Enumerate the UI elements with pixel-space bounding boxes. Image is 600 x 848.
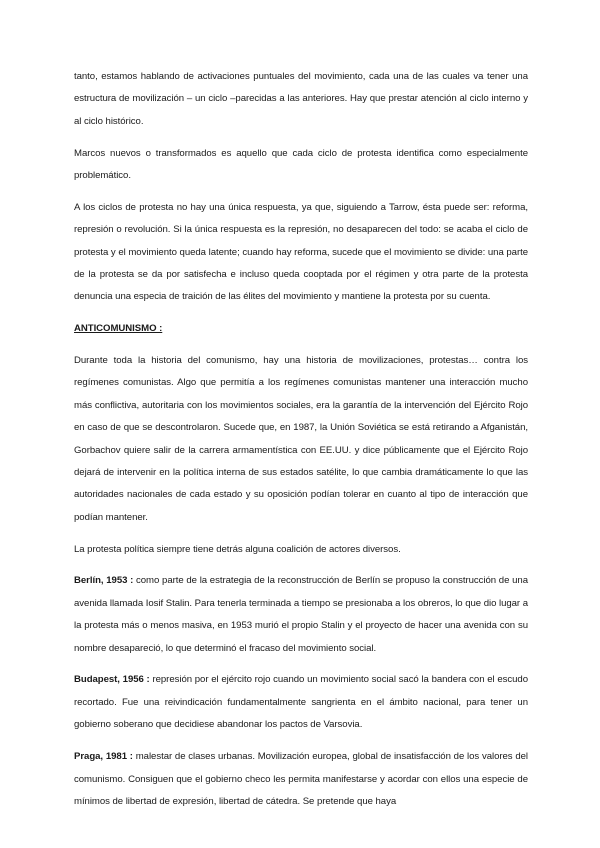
case-paragraph-berlin: [74, 570, 528, 660]
paragraph: tanto, estamos hablando de activaciones puntuales del movimiento, cada una de las cuales va tener una estructura de movilización – un ciclo –parecidas a las anteriores. Hay que prestar atención al ciclo interno y al ciclo histórico.: [74, 71, 528, 127]
case-text: represión por el ejército rojo cuando un movimiento social sacó la bandera con el escudo recortado. Fue una reivindicación fundamentalmente sangrienta en el ámbito nacional, para tener un gobierno soberano que decidiese abandonar los pactos de Varsovia.: [74, 674, 528, 731]
case-paragraph-budapest: [74, 669, 528, 736]
paragraph: La protesta política siempre tiene detrás alguna coalición de actores diversos.: [74, 543, 401, 555]
case-city: Praga, 1981 :: [74, 751, 133, 763]
paragraph: A los ciclos de protesta no hay una única respuesta, ya que, siguiendo a Tarrow, ésta puede ser: reforma, represión o revolución. Si la única respuesta es la represión, no desaparecen del todo: se acaba el ciclo de protesta y el movimiento queda latente; cuando hay reforma, sucede que el movimiento se divide: una parte de la protesta se da por satisfecha e incluso queda cooptada por el régimen y otra parte de la protesta denuncia una especia de traición de las élites del movimiento y mantiene la protesta por su cuenta.: [74, 201, 528, 303]
paragraph: Durante toda la historia del comunismo, hay una historia de movilizaciones, protestas… contra los regímenes comunistas. Algo que permitía a los regímenes comunistas mantener una interacción mucho más conflictiva, autoritaria con los movimientos sociales, era la garantía de la intervención del Ejército Rojo en caso de que se descontrolaron. Sucede que, en 1987, la Unión Soviética se está retirando a Afganistán, Gorbachov quiere salir de la carrera armamentística con EE.UU. y dice públicamente que el Ejército Rojo dejará de intervenir en la política interna de sus estados satélite, lo que cambia dramáticamente lo que las autoridades nacionales de cada estado y su oposición podían tolerar en cuanto al tipo de interacción que podían mantener.: [74, 355, 528, 523]
case-city: Budapest, 1956 :: [74, 674, 150, 686]
document-body: [74, 66, 528, 823]
paragraph: Marcos nuevos o transformados es aquello que cada ciclo de protesta identifica como especialmente problemático.: [74, 147, 528, 182]
case-paragraph-praga: [74, 746, 528, 813]
case-text: malestar de clases urbanas. Movilización europea, global de insatisfacción de los valores del comunismo. Consiguen que el gobierno checo les permita manifestarse y acordar con ellos una especie de mínimos de libertad de expresión, libertad de cátedra. Se pretende que haya: [74, 751, 528, 807]
case-text: como parte de la estrategia de la reconstrucción de Berlín se propuso la construcción de una avenida llamada Iosif Stalin. Para tenerla terminada a tiempo se presionaba a los obreros, lo que dio lugar a la protesta más o menos masiva, en 1953 murió el propio Stalin y el proyecto de hacer una avenida con su nombre desapareció, lo que determinó el fracaso del movimiento social.: [74, 575, 528, 654]
section-heading: ANTICOMUNISMO :: [74, 323, 163, 335]
case-city: Berlín, 1953 :: [74, 575, 134, 587]
